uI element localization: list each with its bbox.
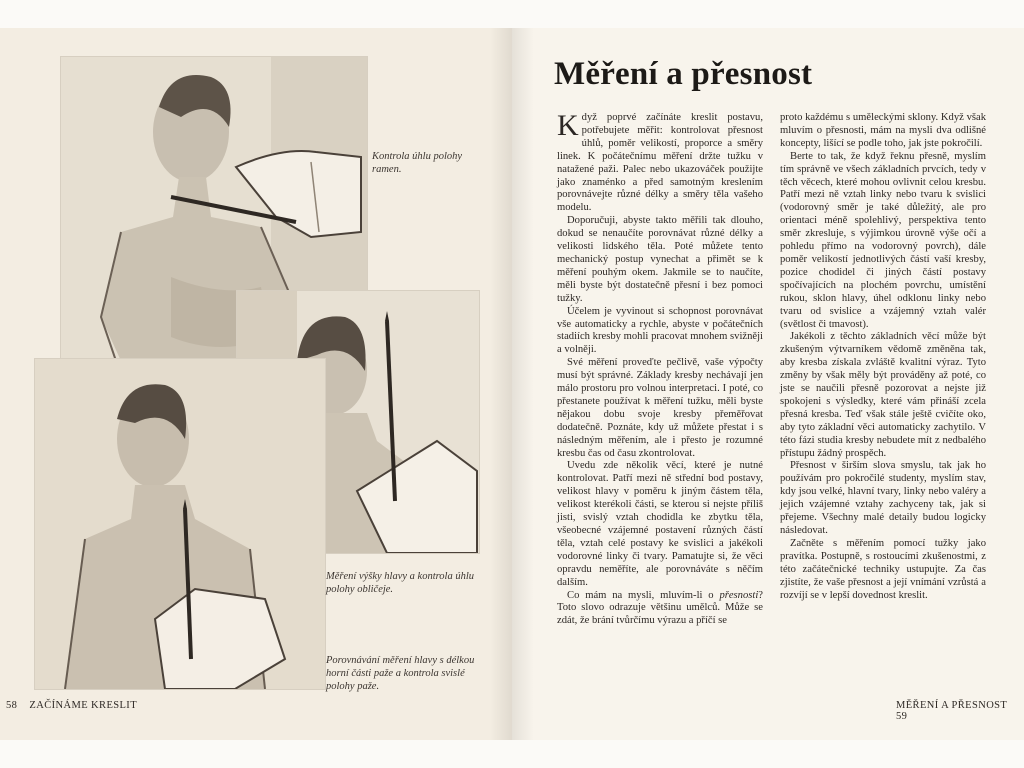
page-bottom-margin — [0, 740, 1024, 768]
caption-shoulder: Kontrola úhlu polohy ramen. — [372, 151, 463, 175]
running-head-right: MĚŘENÍ A PŘESNOST — [896, 700, 1008, 711]
folio-left — [6, 700, 137, 711]
paragraph: Začněte s měřením pomocí tužky jako pravítka. Postupně, s rostoucími zkušenostmi, z této začátečnické techniky ustupujte. Za čas zjistíte, že vaše přesnost a její vnímání vzrůstá a rozvíjí se v lepší dovednost kreslit. — [780, 537, 986, 601]
page-top-margin — [0, 0, 1024, 28]
text-column-1 — [557, 109, 763, 628]
caption-head-height: Měření výšky hlavy a kontrola úhlu polohy obličeje. — [326, 571, 475, 595]
illustration-compare-measure — [34, 358, 326, 690]
paragraph: Berte to tak, že když řeknu přesně, myslím tím správně ve všech základních prvcích, tedy v těch věcech, které mohou ovlivnit celou kresbu. Patří mezi ně vztah linky nebo tvaru k svislici (vodorovný směr je také důležitý, ale pro orientaci méně spolehlivý, perspektiva tento směr zkresluje, s výjimkou úrovně výše očí a pohledu přímo na vodorovný povrch), dále poměr velikostí jednotlivých částí vaší kresby, pozice chodidel či jiných částí postavy spočívajících na plochém povrchu, umístění rukou, sklon hlavy, úhel odklonu linky nebo tvaru od svislice a vzájemný vztah valér (světlost či tmavost). — [780, 150, 986, 330]
paragraph: Jakékoli z těchto základních věcí může být zkušeným výtvarníkem vědomě změněna tak, aby kresba získala zvláště kvalitní výraz. Tyto změny by však měly být prováděny až poté, co jste se naučili přesně pozorovat a nejste již spokojeni s výsledky, které vám přináší zcela přesná kresba. Teď však stále ještě cvičíte oko, aby tyto základní věci automaticky zachytilo. V této fázi studia kresby nebudete mít z nedbalého přístupu žádný prospěch. — [780, 331, 986, 459]
folio-right — [896, 700, 1024, 722]
page-number-right: 59 — [896, 711, 908, 722]
book-gutter — [490, 28, 534, 740]
paragraph: Doporučuji, abyste takto měřili tak dlouho, dokud se nenaučíte porovnávat různé délky a velikosti lidského těla. Poté můžete tento mechanický postup vynechat a přimět se k měření pouhým okem. Jakmile se to naučíte, měli byste být dostatečně přesní i bez pomoci tužky. — [557, 215, 763, 304]
paragraph: Své měření proveďte pečlivě, vaše výpočty musí být správné. Základy kresby nechávají jen málo prostoru pro volnou interpretaci. I poté, co přestanete používat k měření tužku, měli byste nějakou dobu svoje kresby přeměřovat dodatečně. Poznáte, kdy už můžete přestat i s následným měřením, ale i přesto je rozumné kresbu čas od času zkontrolovat. — [557, 357, 763, 459]
page-title: Měření a přesnost — [554, 56, 813, 92]
page-number-left: 58 — [6, 700, 18, 711]
caption-compare: Porovnávání měření hlavy s délkou horní části paže a kontrola svislé polohy paže. — [326, 655, 475, 692]
paragraph: proto každému s uměleckými sklony. Když však mluvím o přesnosti, mám na mysli dva odlišné koncepty, lišící se podle toho, jak jste pokročilí. — [780, 112, 986, 149]
paragraph: Když poprvé začínáte kreslit postavu, potřebujete měřit: kontrolovat přesnost úhlů, poměr velikostí, proporce a směry linek. K počátečnímu měření držte tužku v natažené paži. Palec nebo ukazováček použijte jako znaménko a před samotným kreslením porovnávejte různé délky a směry těla vašeho modelu. — [557, 109, 763, 214]
text-column-2 — [780, 112, 986, 602]
drop-cap: K — [557, 109, 579, 142]
paragraph: Přesnost v širším slova smyslu, tak jak ho používám pro pokročilé studenty, myslím stav, kdy jsou velké, hlavní tvary, linky nebo valéry a jejich vzájemné vztahy zachyceny tak, jak si přejeme. Všechny malé detaily budou logicky následovat. — [780, 460, 986, 536]
running-head-left: ZAČÍNÁME KRESLIT — [29, 700, 138, 711]
paragraph: Co mám na mysli, mluvím-li o přesnosti? Toto slovo odrazuje většinu umělců. Může se zdát, že brání tvůrčímu výrazu a příčí se — [557, 589, 763, 627]
paragraph: Účelem je vyvinout si schopnost porovnávat vše automaticky a rychle, abyste v počátečních stadiích kresby mohli pracovat mnohem svižněji a volněji. — [557, 305, 763, 356]
paragraph: Uvedu zde několik věcí, které je nutné kontrolovat. Patří mezi ně střední bod postavy, velikost hlavy v poměru k jiným částem těla, velikost kterékoli části, se kterou si nejste příliš jisti, svislý vztah chodidla ke zbytku těla, všeobecné vzájemné postavení různých částí těla, vztah celé postavy ke svislici a jakékoli vodorovné linky či tvary. Pamatujte si, že věci opravdu neměříte, ale porovnáváte s něčím dalším. — [557, 460, 763, 588]
